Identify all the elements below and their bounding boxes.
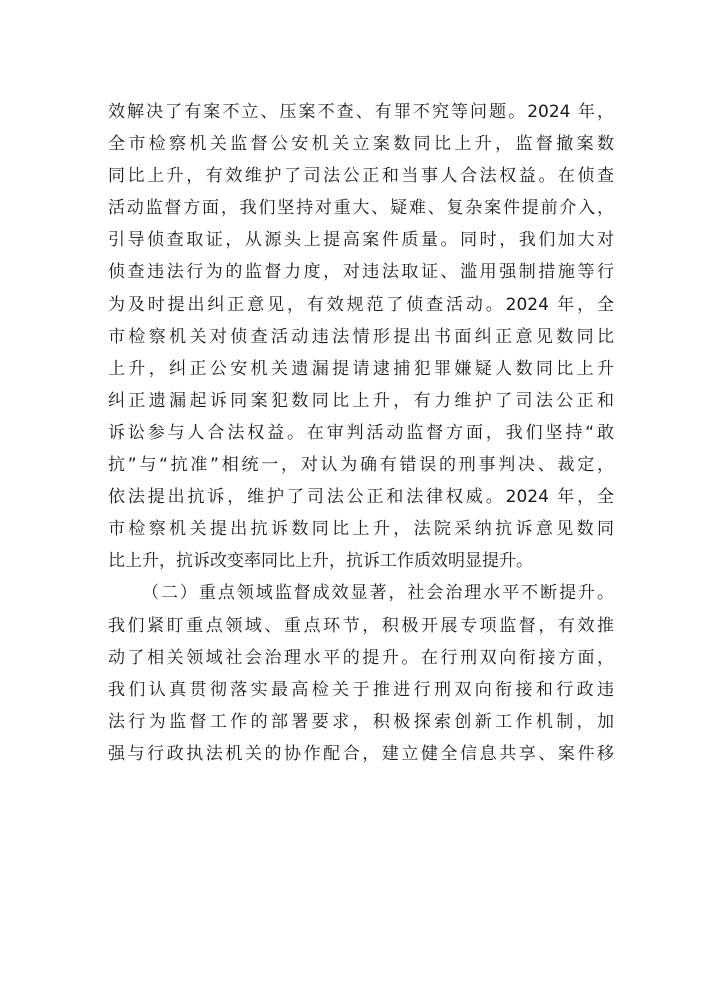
text-line: 强与行政执法机关的协作配合，建立健全信息共享、案件移 [108, 743, 614, 764]
text-line: 效解决了有案不立、压案不查、有罪不究等问题。2024 年， [108, 102, 614, 122]
text-line: 依法提出抗诉，维护了司法公正和法律权威。2024 年，全 [108, 487, 614, 508]
text-line: 动了相关领域社会治理水平的提升。在行刑双向衔接方面， [108, 647, 614, 668]
text-line: 活动监督方面，我们坚持对重大、疑难、复杂案件提前介入， [108, 198, 614, 219]
text-line: 上升，纠正公安机关遗漏提请逮捕犯罪嫌疑人数同比上升 [108, 358, 614, 379]
paragraph-last-line: 比上升，抗诉改变率同比上升，抗诉工作质效明显提升。 [108, 551, 533, 572]
text-line: 引导侦查取证，从源头上提高案件质量。同时，我们加大对 [108, 230, 614, 251]
text-line: 诉讼参与人合法权益。在审判活动监督方面，我们坚持“敢 [108, 422, 614, 443]
text-line: 全市检察机关监督公安机关立案数同比上升，监督撤案数 [108, 134, 614, 155]
text-line: 纠正遗漏起诉同案犯数同比上升，有力维护了司法公正和 [108, 390, 614, 411]
text-line: 市检察机关提出抗诉数同比上升，法院采纳抗诉意见数同 [108, 519, 614, 540]
text-line: 侦查违法行为的监督力度，对违法取证、滥用强制措施等行 [108, 262, 614, 283]
text-line: 同比上升，有效维护了司法公正和当事人合法权益。在侦查 [108, 166, 614, 187]
document-body [108, 96, 614, 770]
text-line: 我们紧盯重点领域、重点环节，积极开展专项监督，有效推 [108, 615, 614, 636]
text-line: 市检察机关对侦查活动违法情形提出书面纠正意见数同比 [108, 326, 614, 347]
section-heading-line: （二）重点领域监督成效显著，社会治理水平不断提升。 [142, 583, 614, 604]
text-line: 我们认真贯彻落实最高检关于推进行刑双向衔接和行政违 [108, 679, 614, 700]
text-line: 抗”与“抗准”相统一，对认为确有错误的刑事判决、裁定， [108, 455, 614, 476]
text-line: 为及时提出纠正意见，有效规范了侦查活动。2024 年，全 [108, 294, 614, 315]
text-line: 法行为监督工作的部署要求，积极探索创新工作机制，加 [108, 711, 614, 732]
